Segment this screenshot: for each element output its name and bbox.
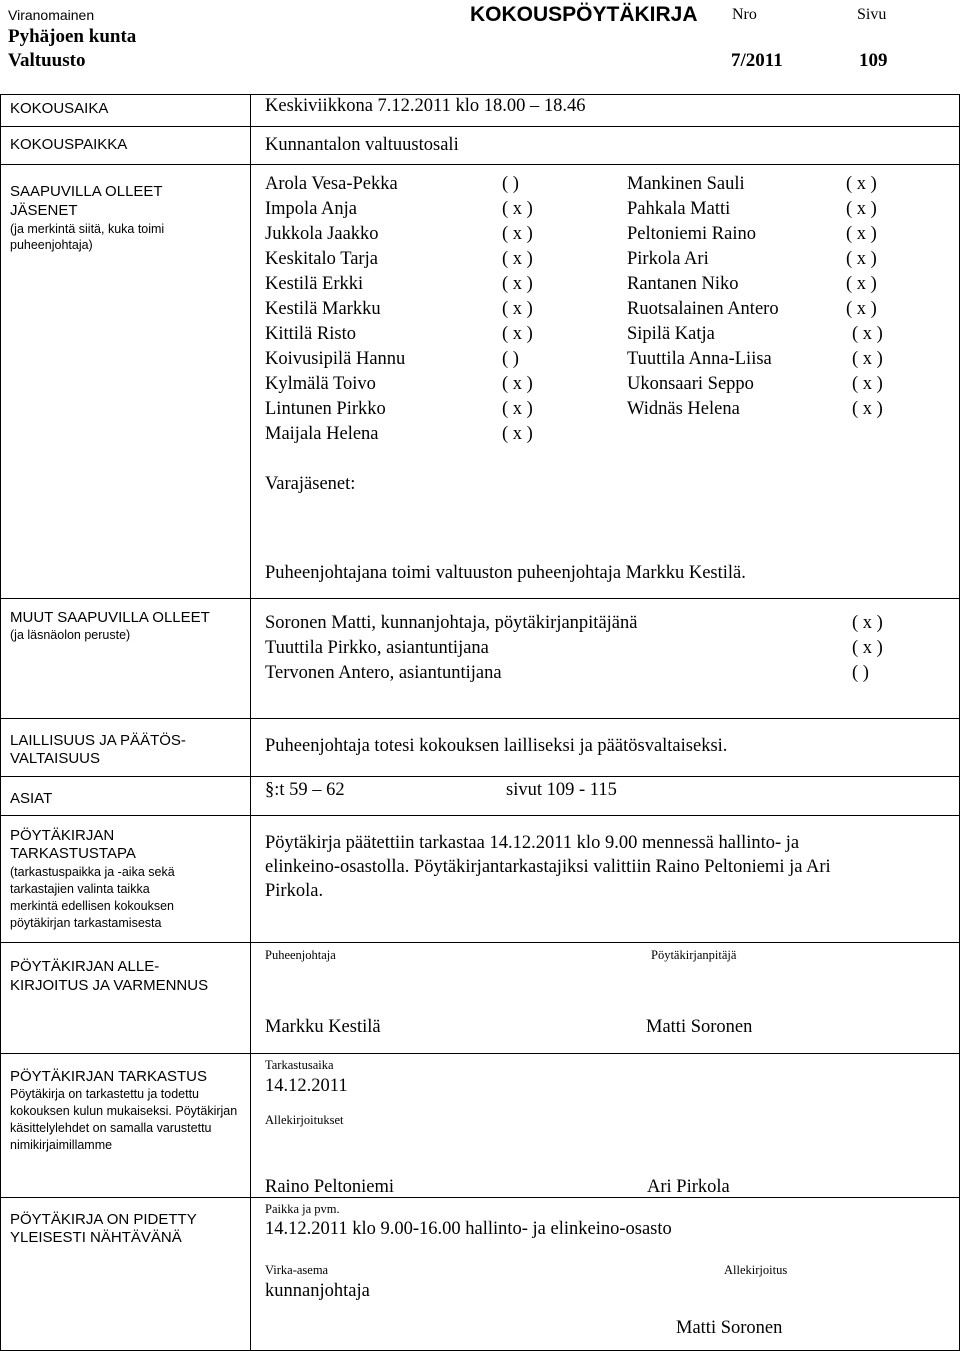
member-name: Arola Vesa-Pekka [265, 174, 398, 194]
divider [0, 1197, 960, 1198]
items-label: ASIAT [10, 790, 53, 807]
divider [0, 94, 960, 95]
divider [0, 718, 960, 719]
attendance-mark: ( x ) [852, 638, 883, 658]
signature-caption: Allekirjoitus [724, 1263, 788, 1277]
display-label: YLEISESTI NÄHTÄVÄNÄ [10, 1229, 182, 1246]
divider [0, 776, 960, 777]
attendance-mark: ( x ) [846, 299, 877, 319]
attendance-mark: ( x ) [846, 174, 877, 194]
review-method-note: tarkastajien valinta taikka [10, 882, 150, 896]
member-name: Maijala Helena [265, 424, 379, 444]
meeting-time-label: KOKOUSAIKA [10, 100, 109, 117]
display-label: PÖYTÄKIRJA ON PIDETTY [10, 1211, 197, 1228]
review-method-label: PÖYTÄKIRJAN [10, 827, 115, 844]
attendance-mark: ( x ) [846, 274, 877, 294]
review-note: Pöytäkirja on tarkastettu ja todettu [10, 1087, 199, 1101]
meeting-time-value: Keskiviikkona 7.12.2011 klo 18.00 – 18.46 [265, 96, 586, 116]
others-note: (ja läsnäolon peruste) [10, 628, 131, 642]
member-name: Koivusipilä Hannu [265, 349, 406, 369]
attendance-mark: ( x ) [846, 249, 877, 269]
member-name: Rantanen Niko [627, 274, 739, 294]
member-name: Kestilä Markku [265, 299, 381, 319]
divider [0, 164, 960, 165]
member-name: Impola Anja [265, 199, 357, 219]
secretary-signature-name: Matti Soronen [646, 1017, 753, 1037]
column-divider [250, 94, 251, 1351]
attendance-mark: ( x ) [502, 199, 533, 219]
governing-body: Valtuusto [8, 50, 86, 71]
meeting-place-label: KOKOUSPAIKKA [10, 136, 128, 153]
review-note: kokouksen kulun mukaiseksi. Pöytäkirjan [10, 1104, 238, 1118]
sections-range: §:t 59 – 62 [265, 780, 345, 800]
legality-label: VALTAISUUS [10, 750, 101, 767]
other-attendee: Soronen Matti, kunnanjohtaja, pöytäkirjanpitäjänä [265, 613, 638, 633]
position-caption: Virka-asema [265, 1263, 329, 1277]
other-attendee: Tervonen Antero, asiantuntijana [265, 663, 502, 683]
attendance-mark: ( ) [502, 349, 519, 369]
attendance-mark: ( x ) [852, 349, 883, 369]
member-name: Ruotsalainen Antero [627, 299, 779, 319]
review-method-text: Pirkola. [265, 881, 324, 901]
member-name: Pahkala Matti [627, 199, 731, 219]
attendance-mark: ( x ) [846, 199, 877, 219]
reviewer-name: Raino Peltoniemi [265, 1177, 394, 1197]
legality-text: Puheenjohtaja totesi kokouksen lailliseksi ja päätösvaltaiseksi. [265, 736, 728, 756]
review-note: nimikirjaimillamme [10, 1138, 113, 1152]
chair-signature-name: Markku Kestilä [265, 1017, 381, 1037]
signatures-caption: Allekirjoitukset [265, 1113, 344, 1127]
members-note: (ja merkintä siitä, kuka toimi [10, 222, 165, 236]
member-name: Keskitalo Tarja [265, 249, 378, 269]
place-date-value: 14.12.2011 klo 9.00-16.00 hallinto- ja elinkeino-osasto [265, 1219, 672, 1239]
attendance-mark: ( x ) [852, 374, 883, 394]
authority-label: Viranomainen [8, 7, 95, 23]
members-label: SAAPUVILLA OLLEET [10, 183, 163, 200]
divider [0, 598, 960, 599]
members-note: puheenjohtaja) [10, 238, 93, 252]
attendance-mark: ( x ) [502, 274, 533, 294]
attendance-mark: ( x ) [502, 424, 533, 444]
member-name: Peltoniemi Raino [627, 224, 756, 244]
page-number: 109 [859, 50, 888, 71]
member-name: Widnäs Helena [627, 399, 740, 419]
secretary-caption: Pöytäkirjanpitäjä [651, 948, 737, 962]
signer-name: Matti Soronen [676, 1318, 783, 1338]
attendance-mark: ( x ) [502, 224, 533, 244]
chair-note: Puheenjohtajana toimi valtuuston puheenjohtaja Markku Kestilä. [265, 563, 746, 583]
review-method-note: merkintä edellisen kokouksen [10, 899, 174, 913]
review-time-caption: Tarkastusaika [265, 1058, 334, 1072]
page-label: Sivu [857, 6, 887, 23]
attendance-mark: ( x ) [502, 399, 533, 419]
review-method-note: pöytäkirjan tarkastamisesta [10, 916, 162, 930]
divider [0, 126, 960, 127]
member-name: Sipilä Katja [627, 324, 715, 344]
border-left [0, 94, 1, 1351]
divider [0, 1053, 960, 1054]
members-label: JÄSENET [10, 202, 78, 219]
member-name: Tuuttila Anna-Liisa [627, 349, 772, 369]
reviewer-name: Ari Pirkola [647, 1177, 730, 1197]
attendance-mark: ( x ) [502, 324, 533, 344]
member-name: Kestilä Erkki [265, 274, 364, 294]
member-name: Kylmälä Toivo [265, 374, 376, 394]
divider [0, 815, 960, 816]
review-method-note: (tarkastuspaikka ja -aika sekä [10, 865, 175, 879]
review-method-label: TARKASTUSTAPA [10, 845, 136, 862]
review-method-text: elinkeino-osastolla. Pöytäkirjantarkastajiksi valittiin Raino Peltoniemi ja Ari [265, 857, 831, 877]
attendance-mark: ( x ) [502, 249, 533, 269]
member-name: Jukkola Jaakko [265, 224, 379, 244]
member-name: Lintunen Pirkko [265, 399, 386, 419]
review-time-value: 14.12.2011 [265, 1076, 348, 1096]
member-name: Ukonsaari Seppo [627, 374, 754, 394]
other-attendee: Tuuttila Pirkko, asiantuntijana [265, 638, 489, 658]
member-name: Mankinen Sauli [627, 174, 745, 194]
divider [0, 942, 960, 943]
member-name: Pirkola Ari [627, 249, 709, 269]
position-value: kunnanjohtaja [265, 1281, 370, 1301]
others-label: MUUT SAAPUVILLA OLLEET [10, 609, 210, 626]
attendance-mark: ( x ) [846, 224, 877, 244]
meeting-place-value: Kunnantalon valtuustosali [265, 135, 459, 155]
meeting-number: 7/2011 [731, 50, 783, 71]
document-title: KOKOUSPÖYTÄKIRJA [470, 3, 698, 26]
municipality-name: Pyhäjoen kunta [8, 26, 137, 47]
legality-label: LAILLISUUS JA PÄÄTÖS- [10, 732, 186, 749]
attendance-mark: ( ) [852, 663, 869, 683]
attendance-mark: ( ) [502, 174, 519, 194]
deputies-label: Varajäsenet: [265, 474, 356, 494]
signing-label: KIRJOITUS JA VARMENNUS [10, 977, 209, 994]
review-method-text: Pöytäkirja päätettiin tarkastaa 14.12.2011 klo 9.00 mennessä hallinto- ja [265, 833, 800, 853]
attendance-mark: ( x ) [852, 613, 883, 633]
attendance-mark: ( x ) [852, 324, 883, 344]
chair-caption: Puheenjohtaja [265, 948, 336, 962]
signing-label: PÖYTÄKIRJAN ALLE- [10, 958, 160, 975]
review-label: PÖYTÄKIRJAN TARKASTUS [10, 1068, 207, 1085]
attendance-mark: ( x ) [852, 399, 883, 419]
place-date-caption: Paikka ja pvm. [265, 1202, 340, 1216]
review-note: käsittelylehdet on samalla varustettu [10, 1121, 212, 1135]
attendance-mark: ( x ) [502, 299, 533, 319]
number-label: Nro [732, 6, 757, 23]
attendance-mark: ( x ) [502, 374, 533, 394]
member-name: Kittilä Risto [265, 324, 356, 344]
pages-range: sivut 109 - 115 [506, 780, 617, 800]
